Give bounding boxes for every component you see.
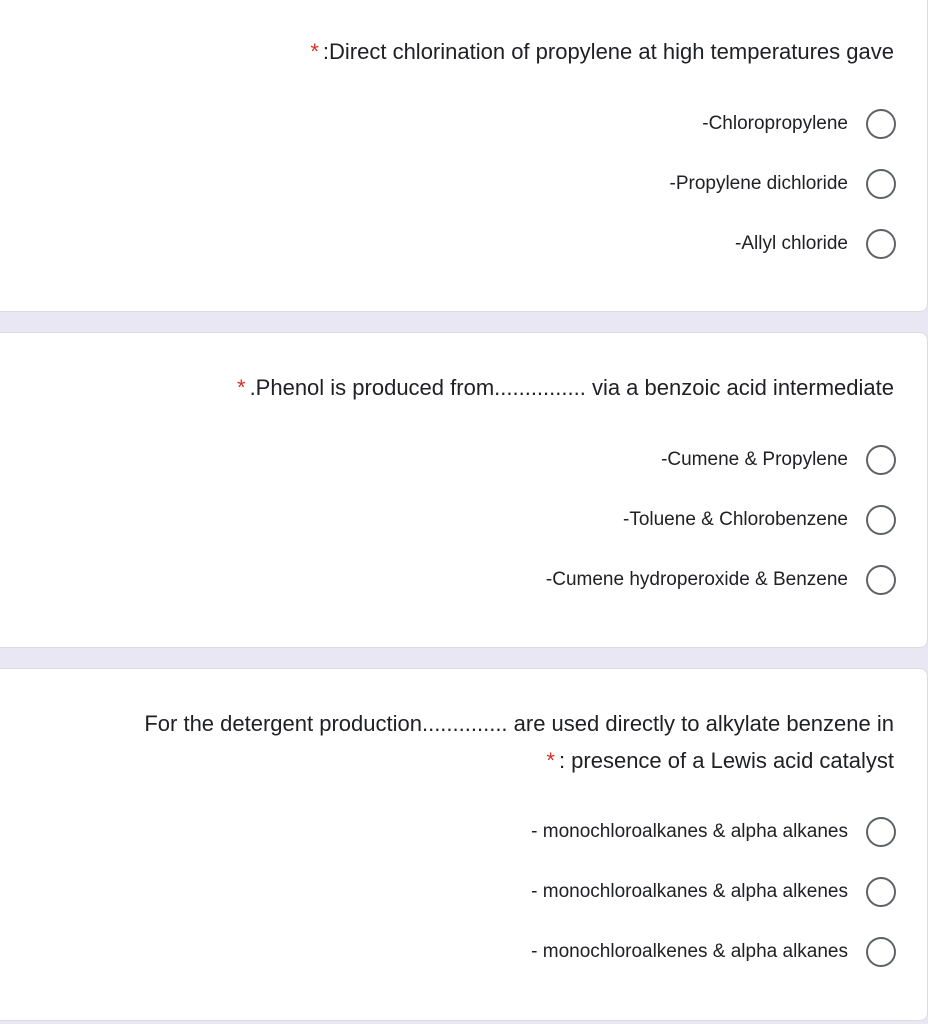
radio-option-cumene-hydroperoxide-benzene[interactable]: [546, 563, 896, 597]
radio-option-monochloroalkanes-alpha-alkenes[interactable]: [531, 875, 896, 909]
radio-button[interactable]: [866, 937, 896, 967]
radio-button[interactable]: [866, 565, 896, 595]
question-title-2: [237, 369, 894, 406]
option-label: - monochloroalkanes & alpha alkenes: [531, 881, 848, 902]
radio-option-propylene-dichloride[interactable]: [670, 167, 897, 201]
radio-button[interactable]: [866, 505, 896, 535]
required-asterisk: *: [310, 39, 319, 64]
question-text-line-2: : presence of a Lewis acid catalyst: [558, 748, 894, 773]
radio-option-monochloroalkanes-alpha-alkanes[interactable]: [531, 815, 896, 849]
option-label: -Toluene & Chlorobenzene: [623, 509, 848, 530]
radio-option-chloropropylene[interactable]: [702, 107, 896, 141]
radio-button[interactable]: [866, 229, 896, 259]
radio-button[interactable]: [866, 877, 896, 907]
radio-option-toluene-chlorobenzene[interactable]: [623, 503, 896, 537]
option-label: - monochloroalkenes & alpha alkanes: [531, 941, 848, 962]
option-label: -Cumene & Propylene: [661, 449, 848, 470]
radio-option-cumene-propylene[interactable]: [661, 443, 896, 477]
question-title-1: [310, 33, 894, 70]
option-label: -Chloropropylene: [702, 113, 848, 134]
required-asterisk: *: [546, 748, 555, 773]
question-text-line-1: For the detergent production.............. are used directly to alkylate benzene in: [144, 711, 894, 736]
question-text: :Direct chlorination of propylene at high temperatures gave: [322, 39, 894, 64]
question-title-3: [144, 705, 894, 779]
option-label: - monochloroalkanes & alpha alkanes: [531, 821, 848, 842]
radio-button[interactable]: [866, 109, 896, 139]
radio-option-monochloroalkenes-alpha-alkanes[interactable]: [531, 935, 896, 969]
radio-button[interactable]: [866, 169, 896, 199]
option-label: -Allyl chloride: [735, 233, 848, 254]
radio-button[interactable]: [866, 445, 896, 475]
radio-button[interactable]: [866, 817, 896, 847]
required-asterisk: *: [237, 375, 246, 400]
radio-option-allyl-chloride[interactable]: [735, 227, 896, 261]
question-text: .Phenol is produced from............... via a benzoic acid intermediate: [249, 375, 894, 400]
option-label: -Propylene dichloride: [669, 173, 848, 194]
option-label: -Cumene hydroperoxide & Benzene: [545, 569, 848, 590]
